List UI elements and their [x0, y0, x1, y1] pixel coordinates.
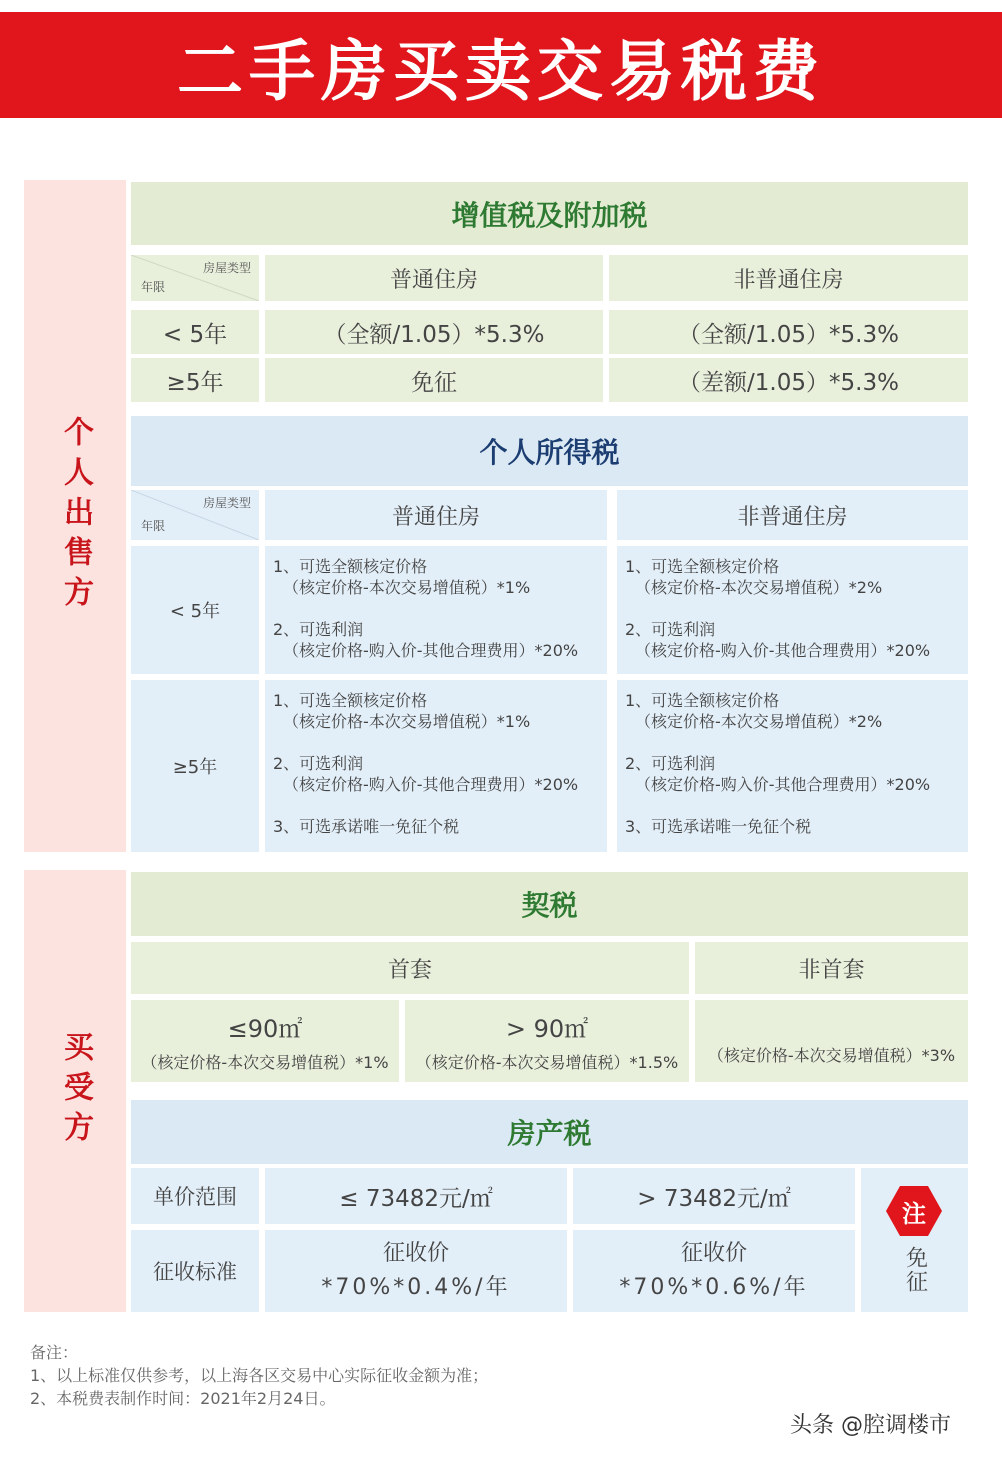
- option-title: 2、可选利润: [273, 754, 364, 773]
- levy-high: [573, 1230, 855, 1312]
- income-corner-header: [131, 490, 259, 540]
- property-tax-title: 房产税: [131, 1100, 968, 1164]
- area-range: > 90㎡: [505, 1015, 589, 1043]
- deed-formula: （核定价格-本次交易增值税）*1%: [141, 1053, 389, 1072]
- income-row-years: ≥5年: [131, 680, 259, 852]
- deed-formula: （核定价格-本次交易增值税）*1.5%: [415, 1053, 679, 1072]
- option-formula: （核定价格-本次交易增值税）*1%: [283, 712, 531, 731]
- vat-row-years: < 5年: [131, 310, 259, 354]
- levy-line: *70%*0.6%/年: [619, 1275, 809, 1300]
- option-title: 2、可选利润: [625, 620, 716, 639]
- notes-heading: 备注：: [30, 1343, 79, 1362]
- income-row-years: < 5年: [131, 546, 259, 674]
- option-formula: （核定价格-购入价-其他合理费用）*20%: [283, 775, 579, 794]
- vat-cell: （全额/1.05）*5.3%: [265, 310, 603, 354]
- price-range-high: > 73482元/㎡: [573, 1168, 855, 1224]
- note-line: 1、以上标准仅供参考，以上海各区交易中心实际征收金额为准；: [30, 1366, 489, 1385]
- option-title: 3、可选承诺唯一免征个税: [273, 817, 460, 836]
- income-cell-non-ordinary: [617, 546, 968, 674]
- vat-cell: （全额/1.05）*5.3%: [609, 310, 968, 354]
- deed-cell-non-first: [695, 1000, 968, 1082]
- option-formula: （核定价格-本次交易增值税）*1%: [283, 578, 531, 597]
- vat-cell: （差额/1.05）*5.3%: [609, 358, 968, 402]
- vat-col-ordinary: 普通住房: [265, 255, 603, 301]
- deed-cell-large-area: [405, 1000, 689, 1082]
- option-formula: （核定价格-购入价-其他合理费用）*20%: [635, 641, 931, 660]
- area-range: ≤90㎡: [227, 1015, 303, 1043]
- deed-col-non-first-home: 非首套: [695, 942, 968, 994]
- option-title: 1、可选全额核定价格: [625, 691, 780, 710]
- deed-cell-small-area: [131, 1000, 399, 1082]
- income-cell-ordinary: [265, 680, 607, 852]
- income-cell-ordinary: [265, 546, 607, 674]
- page-title: 二手房买卖交易税费: [0, 12, 1002, 118]
- option-title: 2、可选利润: [273, 620, 364, 639]
- buyer-side-label: 买受方: [24, 870, 126, 1312]
- income-col-non-ordinary: 非普通住房: [617, 490, 968, 540]
- house-type-label: 房屋类型: [202, 261, 251, 275]
- option-title: 1、可选全额核定价格: [273, 691, 428, 710]
- option-title: 3、可选承诺唯一免征个税: [625, 817, 812, 836]
- watermark: 头条 @腔调楼市: [790, 1413, 951, 1438]
- vat-cell: 免征: [265, 358, 603, 402]
- levy-line: 征收价: [680, 1241, 747, 1266]
- levy-low: [265, 1230, 567, 1312]
- price-range-low: ≤ 73482元/㎡: [265, 1168, 567, 1224]
- years-label: 年限: [141, 519, 166, 533]
- option-formula: （核定价格-本次交易增值税）*2%: [635, 712, 883, 731]
- years-label: 年限: [141, 280, 166, 294]
- vat-corner-header: [131, 255, 259, 301]
- note-line: 2、本税费表制作时间：2021年2月24日。: [30, 1389, 336, 1408]
- levy-line: *70%*0.4%/年: [321, 1275, 511, 1300]
- vat-row-years: ≥5年: [131, 358, 259, 402]
- seller-side-label: 个人出售方: [24, 180, 126, 852]
- levy-standard-label: 征收标准: [131, 1230, 259, 1312]
- exempt-label: 免征: [902, 1246, 928, 1294]
- deed-formula: （核定价格-本次交易增值税）*3%: [707, 1046, 956, 1065]
- house-type-label: 房屋类型: [202, 496, 251, 510]
- vat-title: 增值税及附加税: [131, 182, 968, 245]
- price-range-label: 单价范围: [131, 1168, 259, 1224]
- income-tax-title: 个人所得税: [131, 416, 968, 486]
- income-cell-non-ordinary: [617, 680, 968, 852]
- option-title: 1、可选全额核定价格: [273, 557, 428, 576]
- option-title: 1、可选全额核定价格: [625, 557, 780, 576]
- note-badge: 注: [902, 1199, 926, 1228]
- option-formula: （核定价格-本次交易增值税）*2%: [635, 578, 883, 597]
- deed-col-first-home: 首套: [131, 942, 689, 994]
- option-title: 2、可选利润: [625, 754, 716, 773]
- option-formula: （核定价格-购入价-其他合理费用）*20%: [635, 775, 931, 794]
- exempt-note-panel: [861, 1168, 968, 1312]
- levy-line: 征收价: [382, 1241, 449, 1266]
- deed-tax-title: 契税: [131, 872, 968, 936]
- option-formula: （核定价格-购入价-其他合理费用）*20%: [283, 641, 579, 660]
- vat-col-non-ordinary: 非普通住房: [609, 255, 968, 301]
- income-col-ordinary: 普通住房: [265, 490, 607, 540]
